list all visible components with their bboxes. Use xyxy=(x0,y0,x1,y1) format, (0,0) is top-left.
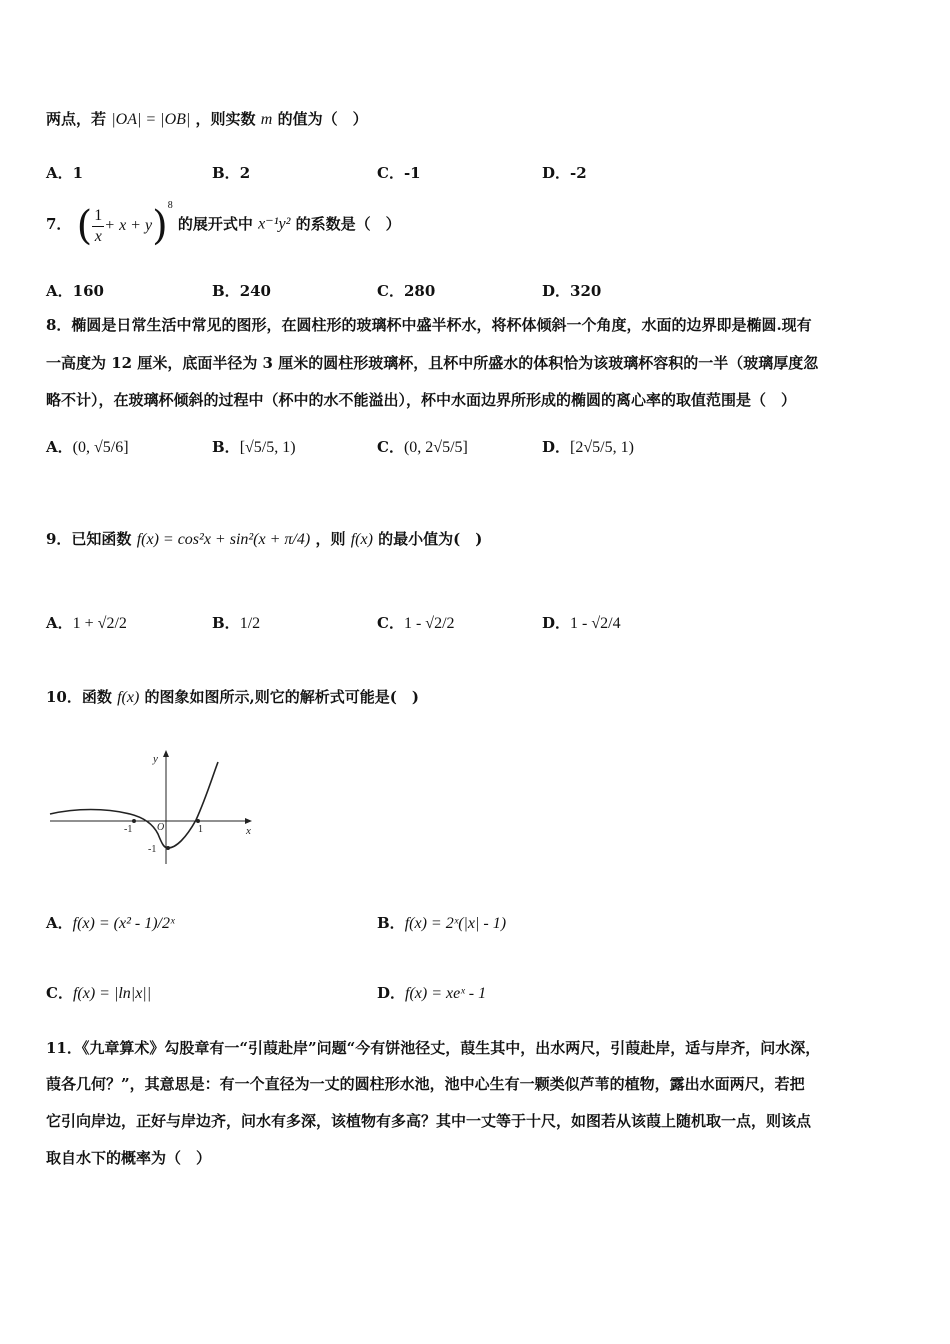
q9-option-d[interactable]: D．1 - √2/4 xyxy=(542,614,621,632)
point-y-neg1 xyxy=(166,846,170,850)
tick-neg1-label: -1 xyxy=(124,824,133,835)
y-axis-arrow xyxy=(163,750,169,757)
q6-variable: m xyxy=(260,111,273,128)
q6-condition: |OA| = |OB| xyxy=(111,111,191,128)
y-label: y xyxy=(153,753,158,765)
q8-option-b[interactable]: B．[√5/5, 1) xyxy=(212,438,296,456)
origin-label: O xyxy=(157,822,165,833)
q7-stem: 7． ( $\frac{1}{x}$ + x + y)$^8$ 的展开式中 x⁻¹y² 的系数是（ ） xyxy=(46,200,401,249)
q10-stem: 10．函数 f(x) 的图象如图所示,则它的解析式可能是( ) xyxy=(46,688,419,706)
q7-option-a[interactable]: A．160 xyxy=(46,282,104,300)
q9-option-b[interactable]: B．1/2 xyxy=(212,614,261,632)
point-neg1 xyxy=(132,819,136,823)
q10-option-a[interactable]: A．f(x) = (x² - 1)/2ˣ xyxy=(46,914,175,932)
q8-option-d[interactable]: D．[2√5/5, 1) xyxy=(542,438,634,456)
q6-option-a[interactable]: A．1 xyxy=(46,164,84,182)
q7-option-d[interactable]: D．320 xyxy=(542,282,602,300)
q9-option-c[interactable]: C．1 - √2/2 xyxy=(377,614,455,632)
q6-option-d[interactable]: D．-2 xyxy=(542,164,587,182)
function-curve xyxy=(50,762,218,848)
q6-stem: 两点，若 |OA| = |OB| ，则实数 m 的值为（ ） xyxy=(46,110,368,128)
q9-option-a[interactable]: A．1 + √2/2 xyxy=(46,614,127,632)
q11-line-1: 11．《九章算术》勾股章有一“引葭赴岸”问题“今有饼池径丈，葭生其中，出水两尺，引葭赴岸，适与岸齐，问水深， xyxy=(46,1039,821,1057)
q9-function: f(x) = cos²x + sin²(x + π/4) xyxy=(136,531,311,548)
x-label: x xyxy=(246,825,251,837)
q8-line-1: 8．椭圆是日常生活中常见的图形，在圆柱形的玻璃杯中盛半杯水，将杯体倾斜一个角度，水面的边界即是椭圆.现有 xyxy=(46,316,812,334)
q7-option-c[interactable]: C．280 xyxy=(377,282,436,300)
q7-term: x⁻¹y² xyxy=(258,215,291,233)
q6-option-c[interactable]: C．-1 xyxy=(377,164,421,182)
q8-option-a[interactable]: A．(0, √5/6] xyxy=(46,438,129,456)
q7-option-b[interactable]: B．240 xyxy=(212,282,271,300)
q8-line-2: 一高度为 12 厘米，底面半径为 3 厘米的圆柱形玻璃杯，且杯中所盛水的体积恰为该玻璃杯容积的一半（玻璃厚度忽 xyxy=(46,354,819,372)
q8-line-3: 略不计），在玻璃杯倾斜的过程中（杯中的水不能溢出），杯中水面边界所形成的椭圆的离心率的取值范围是（ ） xyxy=(46,391,797,409)
q9-stem: 9．已知函数 f(x) = cos²x + sin²(x + π/4) ，则 f(x) 的最小值为( ) xyxy=(46,530,483,548)
q10-option-c[interactable]: C．f(x) = |ln|x|| xyxy=(46,984,152,1002)
q11-line-4: 取自水下的概率为（ ） xyxy=(46,1149,212,1167)
tick-1-label: 1 xyxy=(198,824,203,835)
q10-option-b[interactable]: B．f(x) = 2ˣ(|x| - 1) xyxy=(377,914,507,932)
q11-line-2: 葭各几何？”，其意思是：有一个直径为一丈的圆柱形水池，池中心生有一颗类似芦苇的植物，露出水面两尺，若把 xyxy=(46,1075,805,1093)
point-1 xyxy=(196,819,200,823)
q10-function-graph xyxy=(46,748,258,866)
q6-option-b[interactable]: B．2 xyxy=(212,164,251,182)
x-axis-arrow xyxy=(245,818,252,824)
q11-line-3: 它引向岸边，正好与岸边齐，问水有多深，该植物有多高？其中一丈等于十尺，如图若从该葭上随机取一点，则该点 xyxy=(46,1112,812,1130)
q7-expression: ( $\frac{1}{x}$ + x + y)$^8$ xyxy=(76,200,173,249)
q10-option-d[interactable]: D．f(x) = xeˣ - 1 xyxy=(377,984,487,1002)
tick-y-neg1-label: -1 xyxy=(148,844,157,855)
q8-option-c[interactable]: C．(0, 2√5/5] xyxy=(377,438,468,456)
